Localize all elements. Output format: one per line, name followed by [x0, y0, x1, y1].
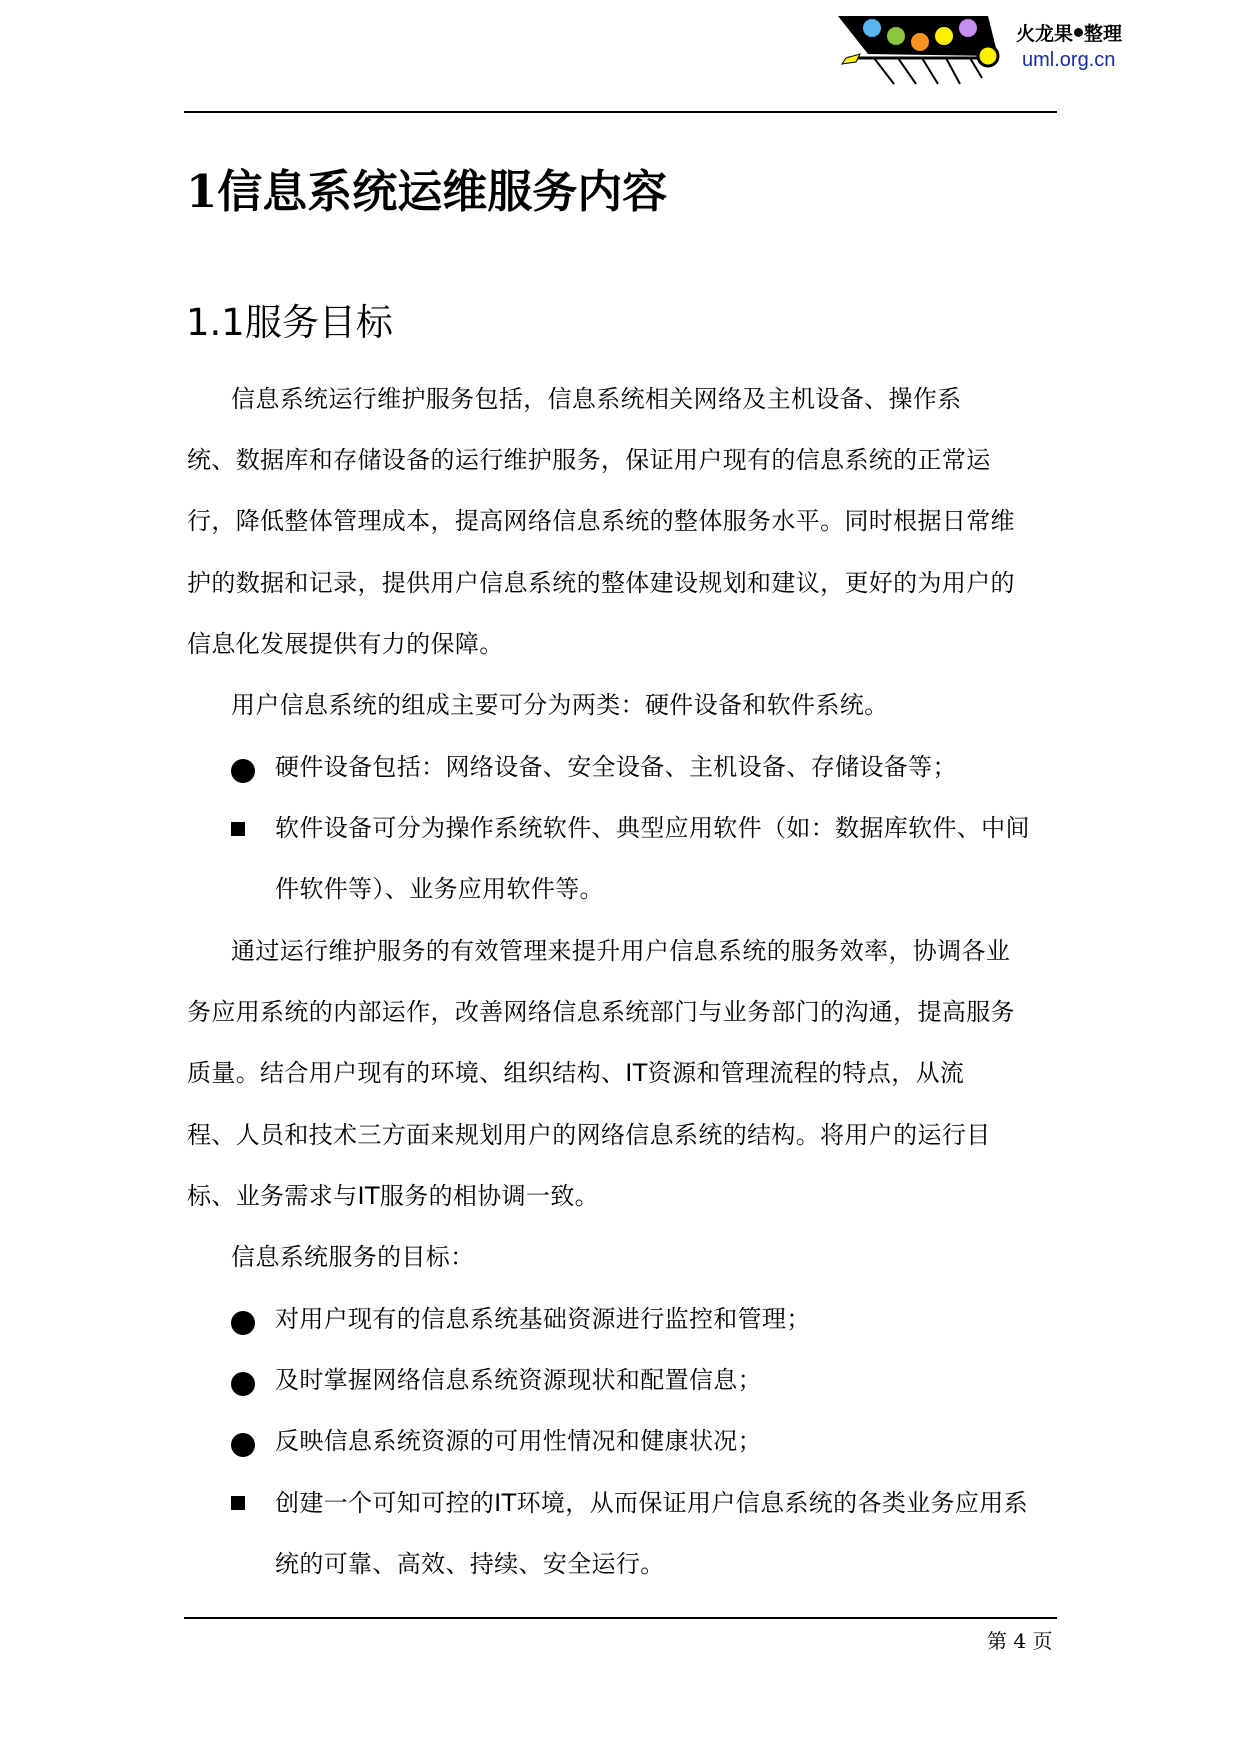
paragraph-line: 信息系统服务的目标： — [231, 1243, 475, 1271]
dragonfruit-logo-icon — [838, 14, 1008, 86]
list-item: 硬件设备包括：网络设备、安全设备、主机设备、存储设备等； — [275, 753, 957, 781]
circle-bullet-icon — [231, 1372, 255, 1396]
circle-bullet-icon — [231, 1433, 255, 1457]
paragraph-line: 用户信息系统的组成主要可分为两类：硬件设备和软件系统。 — [231, 691, 889, 719]
paragraph-line: 标、业务需求与IT服务的相协调一致。 — [187, 1182, 600, 1210]
list-item: 对用户现有的信息系统基础资源进行监控和管理； — [275, 1305, 811, 1333]
square-bullet-icon — [231, 1496, 245, 1510]
paragraph-line: 信息系统运行维护服务包括，信息系统相关网络及主机设备、操作系 — [231, 385, 962, 413]
list-item: 及时掌握网络信息系统资源现状和配置信息； — [275, 1366, 762, 1394]
list-item: 反映信息系统资源的可用性情况和健康状况； — [275, 1427, 762, 1455]
list-item-continuation: 统的可靠、高效、持续、安全运行。 — [275, 1550, 665, 1578]
square-bullet-icon — [231, 822, 245, 836]
paragraph-line: 护的数据和记录，提供用户信息系统的整体建设规划和建议，更好的为用户的 — [187, 569, 1015, 597]
list-item-continuation: 件软件等）、业务应用软件等。 — [275, 875, 604, 903]
footer-rule — [184, 1617, 1057, 1619]
page-number: 第 4 页 — [987, 1629, 1053, 1653]
brand-name: 火龙果 整理 — [1016, 23, 1123, 45]
page-title: 1信息系统运维服务内容 — [186, 165, 668, 218]
paragraph-line: 行，降低整体管理成本，提高网络信息系统的整体服务水平。同时根据日常维 — [187, 507, 1015, 535]
brand-dot-icon — [1074, 28, 1083, 37]
paragraph-line: 务应用系统的内部运作，改善网络信息系统部门与业务部门的沟通，提高服务 — [187, 998, 1015, 1026]
paragraph-line: 信息化发展提供有力的保障。 — [187, 630, 504, 658]
site-url: uml.org.cn — [1022, 49, 1116, 71]
list-item: 软件设备可分为操作系统软件、典型应用软件（如：数据库软件、中间 — [275, 814, 1030, 842]
section-heading: 1.1服务目标 — [186, 301, 393, 344]
paragraph-line: 质量。结合用户现有的环境、组织结构、IT资源和管理流程的特点，从流 — [187, 1059, 965, 1087]
paragraph-line: 统、数据库和存储设备的运行维护服务，保证用户现有的信息系统的正常运 — [187, 446, 991, 474]
list-item: 创建一个可知可控的IT环境，从而保证用户信息系统的各类业务应用系 — [275, 1489, 1028, 1517]
paragraph-line: 程、人员和技术三方面来规划用户的网络信息系统的结构。将用户的运行目 — [187, 1121, 991, 1149]
circle-bullet-icon — [231, 759, 255, 783]
paragraph-line: 通过运行维护服务的有效管理来提升用户信息系统的服务效率，协调各业 — [231, 937, 1011, 965]
circle-bullet-icon — [231, 1311, 255, 1335]
header-rule — [184, 111, 1057, 113]
